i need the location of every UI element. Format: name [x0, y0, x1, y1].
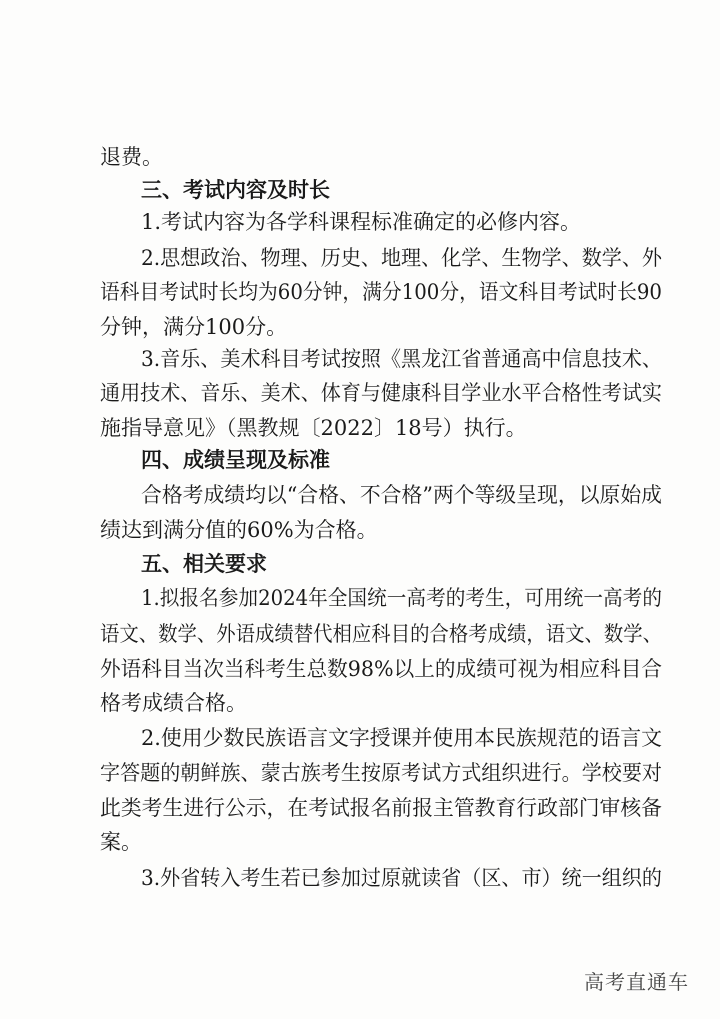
- text-line: 3.外省转入考生若已参加过原就读省（区、市）统一组织的: [141, 866, 662, 890]
- text-line: 绩达到满分值的60%为合格。: [100, 518, 378, 542]
- text-line: 3.音乐、美术科目考试按照《黑龙江省普通高中信息技术、: [141, 347, 662, 371]
- text-line: 2.思想政治、物理、历史、地理、化学、生物学、数学、外: [141, 246, 662, 270]
- text-line: 语科目考试时长均为60分钟，满分100分，语文科目考试时长90: [100, 280, 662, 304]
- text-line: 格考成绩合格。: [100, 691, 247, 715]
- text-line: 语文、数学、外语成绩替代相应科目的合格考成绩，语文、数学、: [100, 622, 662, 646]
- text-line: 分钟，满分100分。: [100, 315, 288, 339]
- text-line: 通用技术、音乐、美术、体育与健康科目学业水平合格性考试实: [100, 381, 662, 405]
- text-line: 字答题的朝鲜族、蒙古族考生按原考试方式组织进行。学校要对: [100, 761, 662, 785]
- text-line: 退费。: [100, 145, 163, 169]
- section-heading-5: 五、相关要求: [141, 552, 267, 576]
- text-line: 2.使用少数民族语言文字授课并使用本民族规范的语言文: [141, 726, 662, 750]
- section-heading-3: 三、考试内容及时长: [141, 178, 330, 202]
- text-line: 此类考生进行公示，在考试报名前报主管教育行政部门审核备: [100, 796, 662, 820]
- text-line: 施指导意见》（黑教规〔2022〕18号）执行。: [100, 416, 527, 440]
- text-line: 外语科目当次当科考生总数98%以上的成绩可视为相应科目合: [100, 657, 662, 681]
- watermark: 高考直通车: [584, 970, 689, 994]
- section-heading-4: 四、成绩呈现及标准: [141, 448, 330, 472]
- text-line: 合格考成绩均以“合格、不合格”两个等级呈现，以原始成: [141, 483, 662, 507]
- text-line: 案。: [100, 830, 142, 854]
- text-line: 1.考试内容为各学科课程标准确定的必修内容。: [141, 210, 582, 234]
- text-line: 1.拟报名参加2024年全国统一高考的考生，可用统一高考的: [141, 586, 662, 610]
